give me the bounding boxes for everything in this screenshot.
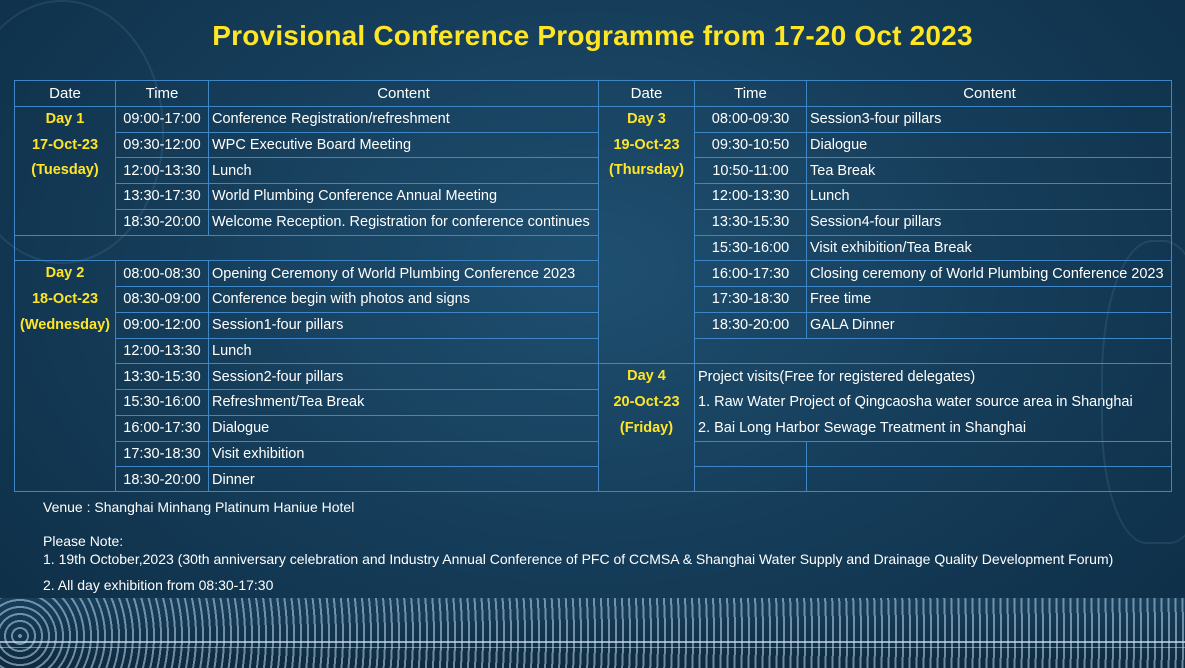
day3-content: Closing ceremony of World Plumbing Conference 2023 [806,260,1172,286]
day2-date-cell [14,260,115,492]
day2-content: Dialogue [208,415,598,441]
header-content-right: Content [806,80,1172,106]
day4-empty-cell [806,466,1172,492]
venue-text: Venue : Shanghai Minhang Platinum Haniue Hotel [43,499,355,515]
day4-line: Project visits(Free for registered delegates) [694,363,1172,389]
day1-time: 12:00-13:30 [115,157,208,183]
day1-time: 09:30-12:00 [115,132,208,158]
day4-line: 1. Raw Water Project of Qingcaosha water source area in Shanghai [694,389,1172,415]
day4-date: 20-Oct-23 [613,394,680,410]
day1-time: 18:30-20:00 [115,209,208,235]
day3-content: Session3-four pillars [806,106,1172,132]
header-date-right: Date [598,80,694,106]
day2-time: 13:30-15:30 [115,363,208,389]
day3-time: 08:00-09:30 [694,106,806,132]
day4-date-cell [598,363,694,492]
day2-content: Session2-four pillars [208,363,598,389]
day3-content: Dialogue [806,132,1172,158]
day1-content: Conference Registration/refreshment [208,106,598,132]
day2-time: 18:30-20:00 [115,466,208,492]
day2-weekday: (Wednesday) [20,316,110,333]
day2-content: Opening Ceremony of World Plumbing Conference 2023 [208,260,598,286]
decorative-divider [0,641,1185,643]
day3-content: Lunch [806,183,1172,209]
day4-empty-cell [694,466,806,492]
day1-time: 13:30-17:30 [115,183,208,209]
day3-time: 17:30-18:30 [694,286,806,312]
day3-empty-row [694,338,1172,364]
programme-table [14,80,1172,492]
day1-date: 17-Oct-23 [31,136,99,153]
note-item: 2. All day exhibition from 08:30-17:30 [43,577,274,593]
day4-line: 2. Bai Long Harbor Sewage Treatment in Shanghai [694,415,1172,441]
day4-label: Day 4 [627,368,666,385]
day3-content: Tea Break [806,157,1172,183]
day1-content: Welcome Reception. Registration for conference continues [208,209,598,235]
day1-label: Day 1 [45,110,85,127]
day2-content: Conference begin with photos and signs [208,286,598,312]
day2-time: 08:30-09:00 [115,286,208,312]
day2-time: 09:00-12:00 [115,312,208,338]
day2-time: 16:00-17:30 [115,415,208,441]
decorative-divider [0,647,1185,648]
day2-time: 17:30-18:30 [115,441,208,467]
day1-weekday: (Tuesday) [31,162,99,179]
day1-content: WPC Executive Board Meeting [208,132,598,158]
day2-content: Visit exhibition [208,441,598,467]
day3-label: Day 3 [627,110,666,127]
day3-time: 12:00-13:30 [694,183,806,209]
day3-date-cell [598,106,694,364]
day3-content: GALA Dinner [806,312,1172,338]
day3-date: 19-Oct-23 [613,136,680,153]
day4-weekday: (Friday) [619,419,674,436]
day3-content: Session4-four pillars [806,209,1172,235]
day1-time: 09:00-17:00 [115,106,208,132]
day2-time: 12:00-13:30 [115,338,208,364]
day3-time: 09:30-10:50 [694,132,806,158]
header-date-left: Date [14,80,115,106]
day2-content: Dinner [208,466,598,492]
header-content-left: Content [208,80,598,106]
day3-time: 13:30-15:30 [694,209,806,235]
day2-time: 08:00-08:30 [115,260,208,286]
page-title: Provisional Conference Programme from 17-20 Oct 2023 [212,20,973,51]
day4-empty-cell [694,441,806,467]
day2-time: 15:30-16:00 [115,389,208,415]
day2-content: Session1-four pillars [208,312,598,338]
day1-content: Lunch [208,157,598,183]
spacer-row [14,235,598,261]
note-item: 1. 19th October,2023 (30th anniversary celebration and Industry Annual Conference of PFC of CCMSA & Shanghai Water Supply and Drainage Quality Development Forum) [43,551,1114,567]
day3-time: 18:30-20:00 [694,312,806,338]
header-time-right: Time [694,80,806,106]
day2-date: 18-Oct-23 [31,291,99,307]
day1-content: World Plumbing Conference Annual Meeting [208,183,598,209]
day3-content: Free time [806,286,1172,312]
day2-label: Day 2 [45,265,85,282]
note-title: Please Note: [43,533,124,549]
day3-content: Visit exhibition/Tea Break [806,235,1172,261]
day2-content: Lunch [208,338,598,364]
header-time-left: Time [115,80,208,106]
day3-time: 16:00-17:30 [694,260,806,286]
day2-content: Refreshment/Tea Break [208,389,598,415]
day4-empty-cell [806,441,1172,467]
day1-date-cell [14,106,115,235]
day3-weekday: (Thursday) [609,162,684,179]
day3-time: 15:30-16:00 [694,235,806,261]
day3-time: 10:50-11:00 [694,157,806,183]
decorative-wave-border [0,598,1185,668]
